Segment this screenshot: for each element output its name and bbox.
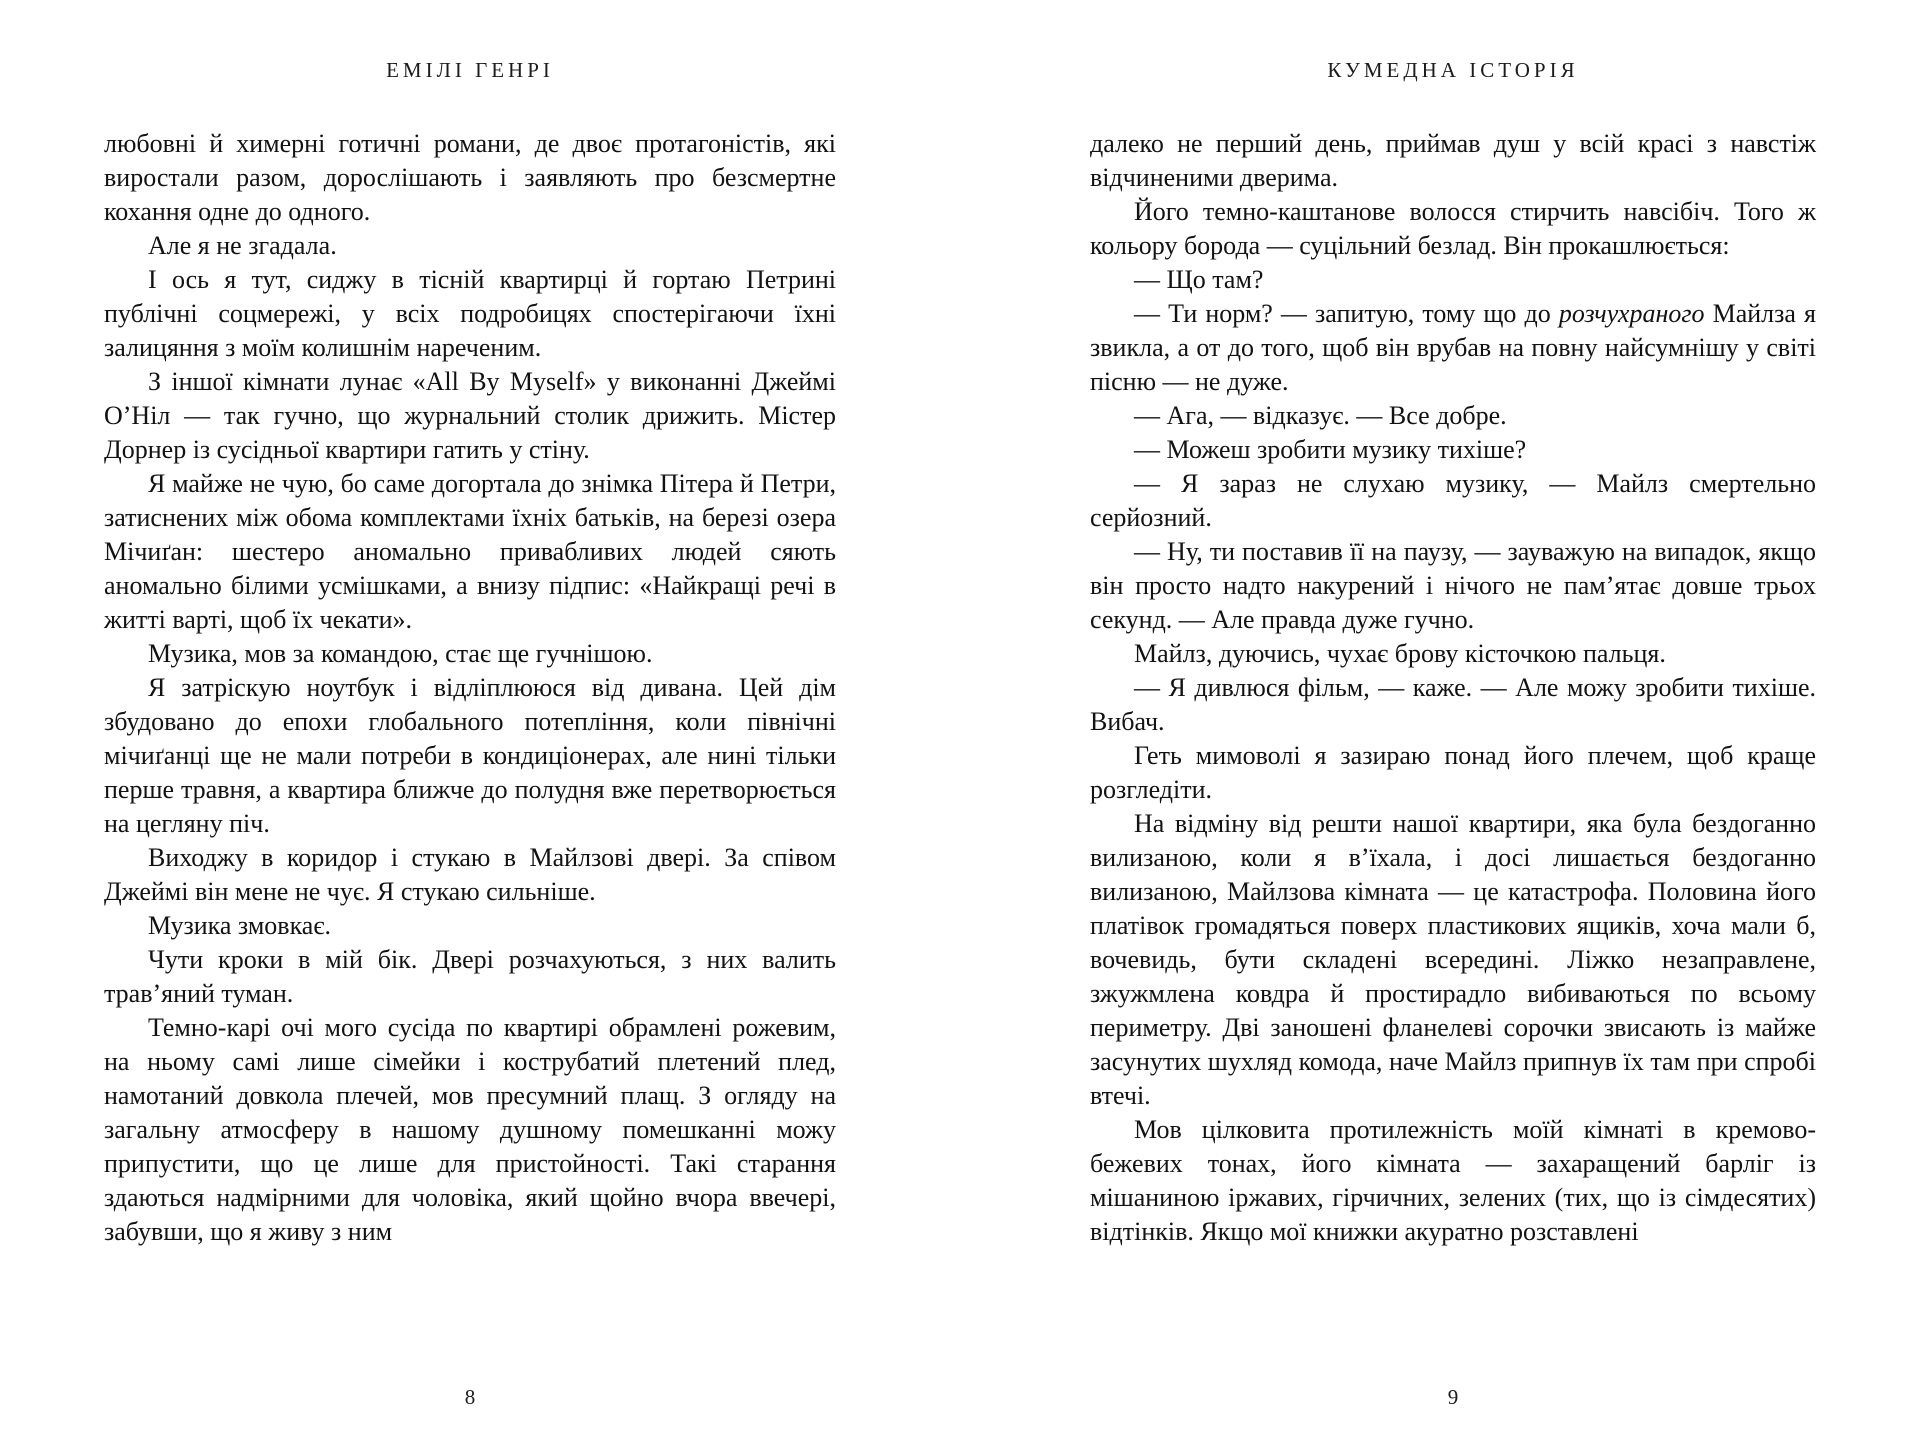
paragraph: далеко не перший день, приймав душ у всій красі з навстіж відчиненими дверима. (1090, 129, 1816, 192)
paragraph: — Ага, — відказує. — Все добре. (1134, 401, 1507, 430)
left-page-text (104, 127, 836, 1249)
paragraph: Виходжу в коридор і стукаю в Майлзові двері. За співом Джеймі він мене не чує. Я стукаю сильніше. (104, 843, 836, 906)
paragraph: — Ну, ти поставив її на паузу, — зауважую на випадок, якщо він просто надто накурений і нічого не пам’ятає довше трьох секунд. — Але правда дуже гучно. (1090, 537, 1816, 634)
paragraph: — Що там? (1134, 265, 1264, 294)
paragraph: Майлз, дуючись, чухає брову кісточкою пальця. (1134, 639, 1666, 668)
paragraph: Чути кроки в мій бік. Двері розчахуються, з них валить трав’яний туман. (104, 945, 836, 1008)
paragraph: Я майже не чую, бо саме догортала до знімка Пітера й Петри, затиснених між обома комплектами їхніх батьків, на березі озера Мічиґан: шестеро аномально привабливих людей сяють аномально білими усмішками, а внизу підпис: «Найкращі речі в житті варті, щоб їх чекати». (104, 469, 836, 634)
paragraph: Темно-карі очі мого сусіда по квартирі обрамлені рожевим, на ньому самі лише сімейки і кострубатий плетений плед, намотаний довкола плечей, мов пресумний плащ. З огляду на загальну атмосферу в нашому душному помешканні можу припустити, що це лише для пристойності. Такі старання здаються надмірними для чоловіка, який щойно вчора ввечері, забувши, що я живу з ним (104, 1013, 836, 1246)
right-page-text (1090, 127, 1816, 1249)
paragraph: Геть мимоволі я зазираю понад його плечем, щоб краще розгледіти. (1090, 741, 1816, 804)
right-page-number: 9 (1447, 1385, 1459, 1409)
right-running-head: КУМЕДНА ІСТОРІЯ (1327, 58, 1579, 82)
paragraph: — Я зараз не слухаю музику, — Майлз смертельно серйозний. (1090, 469, 1816, 532)
paragraph: — Ти норм? — запитую, тому що до розчухраного Майлза я звикла, а от до того, щоб він врубав на повну найсумнішу у світі пісню — не дуже. (1090, 299, 1816, 396)
paragraph: — Я дивлюся фільм, — каже. — Але можу зробити тихіше. Вибач. (1090, 673, 1816, 736)
paragraph: Музика змовкає. (148, 911, 332, 940)
paragraph: І ось я тут, сиджу в тісній квартирці й гортаю Петрині публічні соцмережі, у всіх подробицях спостерігаючи їхні залицяння з моїм колишнім нареченим. (104, 265, 836, 362)
paragraph: любовні й химерні готичні романи, де двоє протагоністів, які виростали разом, дорослішають і заявляють про безсмертне кохання одне до одного. (104, 129, 836, 226)
right-page (1090, 58, 1816, 1410)
paragraph: Я затріскую ноутбук і відліплююся від дивана. Цей дім збудовано до епохи глобального потепління, коли північні мічиґанці ще не мали потреби в кондиціонерах, але нині тільки перше травня, а квартира ближче до полудня вже перетворюється на цегляну піч. (104, 673, 836, 838)
left-running-head: ЕМІЛІ ГЕНРІ (386, 58, 554, 82)
left-page-number: 8 (464, 1385, 476, 1409)
paragraph: На відміну від решти нашої квартири, яка була бездоганно вилизаною, коли я в’їхала, і досі лишається бездоганно вилизаною, Майлзова кімната — це катастрофа. Половина його платівок громадяться поверх пластикових ящиків, хоча мали б, вочевидь, бути складені всередині. Ліжко незаправлене, зжужмлена ковдра й простирадло вибиваються по всьому периметру. Дві заношені фланелеві сорочки звисають із майже засунутих шухляд комода, наче Майлз припнув їх там при спробі втечі. (1090, 809, 1816, 1110)
paragraph: З іншої кімнати лунає «All By Myself» у виконанні Джеймі О’Ніл — так гучно, що журнальний столик дрижить. Містер Дорнер із сусідньої квартири гатить у стіну. (104, 367, 836, 464)
paragraph: Але я не згадала. (148, 231, 337, 260)
paragraph: Мов цілковита протилежність моїй кімнаті в кремово-бежевих тонах, його кімната — захаращений барліг із мішаниною іржавих, гірчичних, зелених (тих, що із сімдесятих) відтінків. Якщо мої книжки акуратно розставлені (1090, 1115, 1816, 1246)
paragraph: Музика, мов за командою, стає ще гучнішою. (148, 639, 653, 668)
paragraph: — Можеш зробити музику тихіше? (1134, 435, 1527, 464)
left-page (104, 58, 836, 1410)
paragraph: Його темно-каштанове волосся стирчить навсібіч. Того ж кольору борода — суцільний безлад. Він прокашлюється: (1090, 197, 1816, 260)
